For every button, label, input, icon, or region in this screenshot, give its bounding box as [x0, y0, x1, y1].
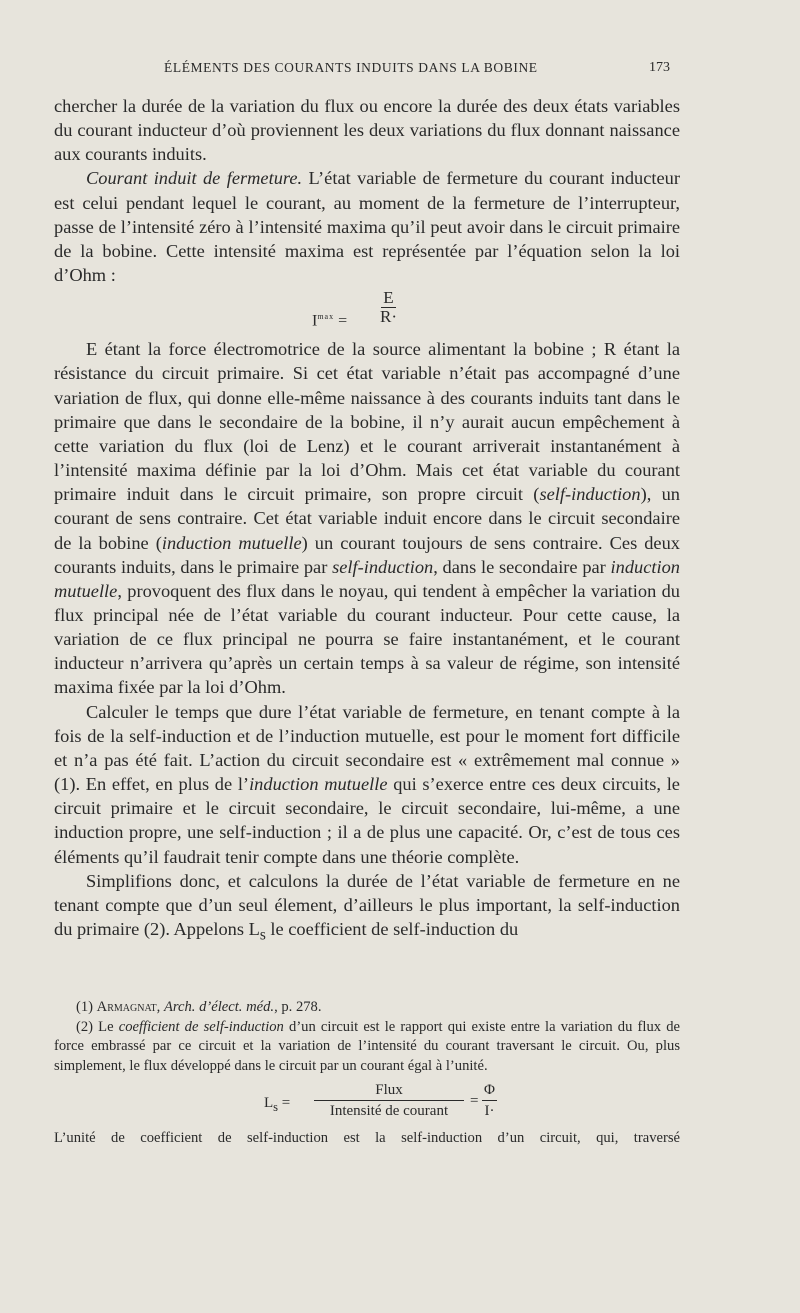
paragraph-5	[54, 869, 680, 948]
formula-numerator: Φ	[482, 1080, 497, 1101]
formula-lhs	[312, 305, 347, 333]
formula-lhs	[264, 1094, 290, 1118]
paragraph-2	[54, 166, 680, 287]
italic-term: induction mutuelle	[249, 774, 388, 795]
footnote-text: d’un circuit est le rapport qui existe entre la variation du flux de force embrassé par ce circuit et la variation de l’intensité du courant traversant le circuit. Ou, plus simplement, le flux développé dans le circuit par un courant égal à l’unité.	[54, 1018, 680, 1074]
footnote-page: , p. 278.	[274, 999, 322, 1015]
footnote-continuation: L’unité de coefficient de self-induction est la self-induction d’un circuit, qui, traversé	[54, 1130, 680, 1146]
text-run: , provoquent des flux dans le noyau, qui tendent à empêcher la variation du flux principal née de l’état variable du courant inducteur. Pour cette cause, la variation de ce flux principal ne pourra se faire instantanément, et le courant inducteur n’arrivera qu’après un certain temps à sa valeur de régime, son intensité maxima fixée par la loi d’Ohm.	[54, 580, 680, 698]
paragraph-3	[54, 337, 680, 699]
footnote-2	[54, 1018, 680, 1077]
footnotes	[54, 998, 680, 1126]
footnote-marker: (2) Le	[76, 1018, 119, 1035]
text-run: E étant la force électromotrice de la source alimentant la bobine ; R étant la résistance du circuit primaire. Si cet état variable n’était pas accompagné d’une variation de flux, qui donne elle-même naissance à des courants induits tant dans le primaire que dans le secondaire de la bobine, il n’y aurait aucun empêchement à cette variation du flux (loi de Lenz) et le courant arriverait instantanément à l’intensité maxima définie par la loi d’Ohm. Mais cet état variable du courant primaire induit dans le circuit primaire, son propre circuit (	[54, 339, 680, 505]
footnote-marker: (1)	[76, 999, 97, 1015]
paragraph-1	[54, 94, 680, 166]
italic-term: induction mutuelle	[54, 556, 680, 601]
footnote-author: Armagnat	[96, 999, 157, 1015]
formula-denominator: Intensité de courant	[329, 1103, 449, 1119]
formula-denominator: R·	[380, 307, 397, 327]
formula-variable: I	[312, 312, 318, 330]
running-title: ÉLÉMENTS DES COURANTS INDUITS DANS LA BOBINE	[164, 60, 538, 75]
formula-numerator: Flux	[314, 1080, 464, 1101]
formula-fraction	[380, 289, 397, 326]
footnote-1	[54, 998, 680, 1018]
page-header	[54, 60, 680, 80]
paragraph-1-text: chercher la durée de la variation du flux ou encore la durée des deux états variables du courant inducteur d’où proviennent les deux variations du flux donnant naissance aux courants induits.	[54, 96, 680, 165]
text-run: Simplifions donc, et calculons la durée de l’état variable de fermeture en ne tenant compte que d’un seul élement, d’ailleurs le plus important, la self-induction du primaire (2). Appelons L	[54, 870, 680, 939]
self-induction-formula	[54, 1080, 680, 1126]
italic-term: self-induction	[539, 484, 641, 505]
page-number: 173	[649, 60, 670, 75]
formula-fraction	[314, 1080, 464, 1121]
formula-equals: =	[338, 312, 348, 330]
formula-numerator: E	[383, 288, 394, 308]
formula-superscript: max	[317, 312, 335, 322]
formula-denominator: I·	[484, 1103, 495, 1119]
text-run: qui s’exerce entre ces deux circuits, le circuit primaire et le circuit secondaire, le circuit secondaire, lui-même, a une induction propre, une self-induction ; il a de plus une capacité. Or, c’est de tous ces éléments qu’il faudrait tenir compte dans une théorie complète.	[54, 774, 680, 867]
text-run: Calculer le temps que dure l’état variable de fermeture, en tenant compte à la fois de la self-induction et de l’induction mutuelle, est pour le moment fort difficile et n’a pas été fait. L’action du circuit secondaire est « extrêmement mal connue » (1). En effet, en plus de l’	[54, 701, 680, 795]
formula-fraction	[482, 1080, 497, 1121]
italic-term: induction mutuelle	[161, 532, 302, 553]
italic-term: coefficient de self-induction	[118, 1018, 284, 1035]
main-text	[54, 94, 680, 948]
footnote-source: Arch. d’élect. méd.	[163, 999, 275, 1015]
text-run: ) un courant toujours de sens contraire. Ces deux courants induits, dans le primaire par	[54, 532, 680, 577]
text-run: ), un courant de sens contraire. Cet état variable induit encore dans le circuit secondaire de la bobine (	[54, 484, 680, 553]
paragraph-2-text: L’état variable de fermeture du courant inducteur est celui pendant lequel le courant, au moment de la fermeture de l’interrupteur, passe de l’intensité zéro à l’intensité maxima qu’il peut avoir dans le circuit primaire de la bobine. Cette intensité maxima est représentée par l’équation selon la loi d’Ohm :	[54, 168, 680, 286]
formula-equals: =	[281, 1095, 291, 1111]
formula-subscript: s	[273, 1100, 279, 1114]
paragraph-4	[54, 700, 680, 869]
text-run: , dans le secondaire par	[433, 556, 611, 577]
text-run: le coefficient de self-induction du	[265, 919, 519, 939]
formula-variable: L	[264, 1095, 274, 1111]
ohm-law-formula	[54, 289, 680, 333]
section-heading: Courant induit de fermeture.	[86, 168, 303, 189]
formula-equals: =	[470, 1093, 479, 1109]
italic-term: self-induction	[332, 556, 434, 577]
subscript: s	[259, 926, 266, 944]
text-run: ,	[156, 999, 164, 1015]
